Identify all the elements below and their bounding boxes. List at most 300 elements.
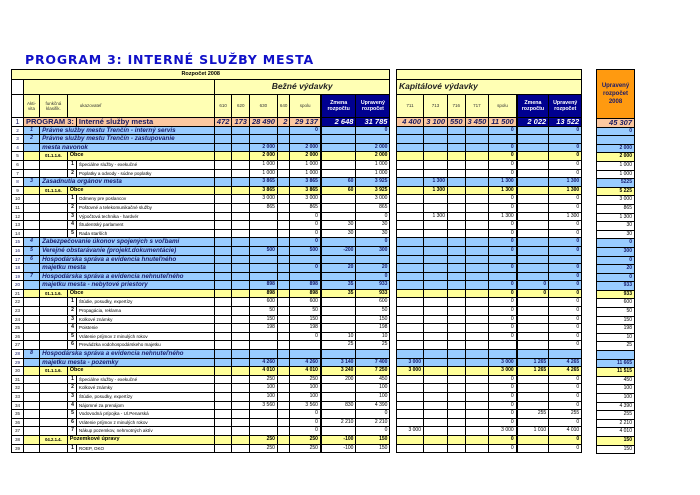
value-c610 <box>214 255 232 264</box>
item-name: Odmeny pre poslancov <box>76 195 214 204</box>
final-row <box>597 376 635 385</box>
row-number: 17 <box>12 255 24 264</box>
value-k711 <box>397 212 424 221</box>
final-row <box>597 256 635 265</box>
table-row <box>12 315 390 324</box>
final-row <box>597 187 635 196</box>
value-k717 <box>465 350 489 359</box>
table-row <box>12 367 390 376</box>
value-c620 <box>232 272 250 281</box>
value-c640 <box>277 324 290 333</box>
value-k717 <box>465 143 489 152</box>
value-k717 <box>465 264 489 273</box>
value-final-adjusted: 0 <box>597 273 635 282</box>
item-name: Štúdie, posudky, expertízy <box>76 298 214 307</box>
capital-row <box>397 307 582 316</box>
value-ks: 0 <box>489 229 517 238</box>
value-adjusted: 150 <box>356 444 390 453</box>
value-change: 35 <box>321 281 356 290</box>
table-row <box>12 135 390 144</box>
col-711: 711 <box>397 95 424 118</box>
value-c630: 100 <box>249 384 277 393</box>
value-k716 <box>448 289 466 298</box>
row-number: 11 <box>12 203 24 212</box>
capital-row <box>397 401 582 410</box>
value-c640 <box>277 384 290 393</box>
activity-name: Právne služby mestu Trenčín - interný servis <box>40 126 215 135</box>
value-c620 <box>232 341 250 350</box>
value-adjusted: 2 000 <box>356 152 390 161</box>
item-name: Poštovné a telekomunikačné služby <box>76 203 214 212</box>
value-k716 <box>448 246 466 255</box>
value-capital-change: 1 265 <box>517 367 549 376</box>
value-cs: 0 <box>290 410 321 419</box>
value-capital-adjusted: 0 <box>549 264 582 273</box>
value-ks: 0 <box>489 393 517 402</box>
value-k717 <box>465 427 489 436</box>
value-k713 <box>424 307 448 316</box>
value-capital-adjusted: 0 <box>549 298 582 307</box>
value-c620 <box>232 195 250 204</box>
value-capital-adjusted: 0 <box>549 126 582 135</box>
value-k713 <box>424 221 448 230</box>
item-name: Kolkové známky <box>76 315 214 324</box>
value-c640 <box>277 341 290 350</box>
item-number: 1 <box>67 195 76 204</box>
capital-row <box>397 152 582 161</box>
value-c610 <box>214 427 232 436</box>
value-k716 <box>448 418 466 427</box>
value-k716 <box>448 393 466 402</box>
col-capital-adjusted: Upravený rozpočet <box>549 95 582 118</box>
final-row <box>597 144 635 153</box>
value-c610 <box>214 444 232 453</box>
capital-row <box>397 315 582 324</box>
value-c610 <box>214 135 232 144</box>
value-capital-change: 1 265 <box>517 358 549 367</box>
value-c640 <box>277 135 290 144</box>
activity-name: Hospodárska správa a evidencia hnuteľného <box>40 255 215 264</box>
value-c630: 50 <box>249 307 277 316</box>
value-k716 <box>448 152 466 161</box>
value-k717 <box>465 307 489 316</box>
value-k711 <box>397 229 424 238</box>
value-k713 <box>424 332 448 341</box>
value-cs: 3 560 <box>290 401 321 410</box>
value-capital-change <box>517 212 549 221</box>
value-k717 <box>465 186 489 195</box>
value-k716 <box>448 332 466 341</box>
value-c640: 2 <box>277 118 290 127</box>
value-adjusted: 0 <box>356 410 390 419</box>
value-capital-adjusted: 13 522 <box>549 118 582 127</box>
item-name: Propagácia, reklama <box>76 307 214 316</box>
value-adjusted: 450 <box>356 375 390 384</box>
activity-name: mesta navonok <box>40 143 215 152</box>
value-k713 <box>424 289 448 298</box>
col-current-change: Zmena rozpočtu <box>321 95 356 118</box>
value-k716 <box>448 143 466 152</box>
value-capital-change <box>517 375 549 384</box>
item-name: Prevádzka vodohospodárskeho majetku <box>76 341 214 350</box>
value-final-adjusted: 0 <box>597 127 635 136</box>
activity-cell <box>24 444 40 453</box>
item-name: Vodovodná prípojka - Ul.Penarská <box>76 410 214 419</box>
value-final-adjusted: 50 <box>597 308 635 317</box>
value-ks <box>489 350 517 359</box>
value-c620 <box>232 238 250 247</box>
value-k716 <box>448 212 466 221</box>
value-final-adjusted <box>597 136 635 145</box>
value-c620 <box>232 229 250 238</box>
value-k711 <box>397 264 424 273</box>
value-k713 <box>424 384 448 393</box>
value-final-adjusted: 150 <box>597 316 635 325</box>
value-final-adjusted: 2 000 <box>597 144 635 153</box>
value-k716 <box>448 169 466 178</box>
item-name: ROEP, OKO <box>76 444 214 453</box>
value-cs: 3 865 <box>290 186 321 195</box>
func-class: 01.1.1.6. <box>40 289 68 298</box>
capital-row <box>397 298 582 307</box>
value-c610 <box>214 332 232 341</box>
value-k716 <box>448 178 466 187</box>
value-change <box>321 410 356 419</box>
row-number: 26 <box>12 332 24 341</box>
item-number: 6 <box>67 418 76 427</box>
value-k716 <box>448 410 466 419</box>
value-c620 <box>232 410 250 419</box>
row-number: 21 <box>12 289 24 298</box>
value-final-adjusted: 450 <box>597 376 635 385</box>
activity-number <box>24 264 40 273</box>
value-cs: 198 <box>290 324 321 333</box>
value-k717 <box>465 358 489 367</box>
value-c630: 150 <box>249 315 277 324</box>
item-name: Štúdie, posudky, expertízy <box>76 393 214 402</box>
value-ks: 0 <box>489 418 517 427</box>
value-k716 <box>448 358 466 367</box>
value-k713 <box>424 135 448 144</box>
value-k716 <box>448 264 466 273</box>
category-name: Obce <box>67 186 214 195</box>
value-c620 <box>232 393 250 402</box>
program-name: Interné služby mesta <box>76 118 214 127</box>
col-717: 717 <box>465 95 489 118</box>
value-k716 <box>448 186 466 195</box>
value-adjusted: 933 <box>356 289 390 298</box>
value-c610 <box>214 143 232 152</box>
value-ks: 0 <box>489 203 517 212</box>
value-k717 <box>465 401 489 410</box>
value-c610 <box>214 315 232 324</box>
item-number: 3 <box>67 212 76 221</box>
func-class <box>40 229 68 238</box>
func-class <box>40 315 68 324</box>
capital-row <box>397 435 582 444</box>
activity-number <box>24 143 40 152</box>
value-change <box>321 298 356 307</box>
value-c620 <box>232 298 250 307</box>
activity-name: majetku mesta - pozemky <box>40 358 215 367</box>
table-row <box>12 358 390 367</box>
value-cs: 1 000 <box>290 160 321 169</box>
value-change <box>321 393 356 402</box>
capital-row <box>397 384 582 393</box>
col-640: 640 <box>277 95 290 118</box>
item-name: Vrátenie príjmov z minulých rokov <box>76 418 214 427</box>
capital-row <box>397 178 582 187</box>
value-k717 <box>465 444 489 453</box>
value-capital-change <box>517 143 549 152</box>
value-cs: 500 <box>290 246 321 255</box>
value-k716 <box>448 427 466 436</box>
capital-row <box>397 118 582 127</box>
activity-cell <box>24 229 40 238</box>
value-capital-adjusted: 0 <box>549 315 582 324</box>
activity-cell <box>24 435 40 444</box>
value-ks: 0 <box>489 238 517 247</box>
value-capital-adjusted: 0 <box>549 281 582 290</box>
value-capital-adjusted <box>549 255 582 264</box>
value-adjusted: 20 <box>356 264 390 273</box>
col-current-adjusted: Upravený rozpočet <box>356 95 390 118</box>
value-c640 <box>277 264 290 273</box>
value-cs: 2 000 <box>290 143 321 152</box>
value-k713 <box>424 410 448 419</box>
value-k711 <box>397 375 424 384</box>
value-adjusted: 865 <box>356 203 390 212</box>
final-row <box>597 213 635 222</box>
activity-cell <box>24 289 40 298</box>
final-row <box>597 179 635 188</box>
value-adjusted: 600 <box>356 298 390 307</box>
activity-cell <box>24 152 40 161</box>
value-c640 <box>277 152 290 161</box>
value-capital-adjusted: 1 300 <box>549 212 582 221</box>
value-final-adjusted: 255 <box>597 411 635 420</box>
value-k716 <box>448 126 466 135</box>
value-k711 <box>397 307 424 316</box>
activity-cell <box>24 367 40 376</box>
value-capital-change <box>517 169 549 178</box>
value-ks: 1 300 <box>489 186 517 195</box>
value-change <box>321 324 356 333</box>
value-cs: 50 <box>290 307 321 316</box>
final-row <box>597 411 635 420</box>
value-k717 <box>465 238 489 247</box>
value-final-adjusted: 600 <box>597 299 635 308</box>
value-k717 <box>465 324 489 333</box>
value-cs: 0 <box>290 126 321 135</box>
value-change: 3 240 <box>321 367 356 376</box>
value-k711 <box>397 393 424 402</box>
value-k717 <box>465 367 489 376</box>
value-c630 <box>249 332 277 341</box>
value-c640 <box>277 393 290 402</box>
value-c640 <box>277 418 290 427</box>
activity-cell <box>24 401 40 410</box>
activity-cell <box>24 186 40 195</box>
item-name: Študentský parlament <box>76 221 214 230</box>
value-final-adjusted: 4 010 <box>597 428 635 437</box>
value-capital-change <box>517 393 549 402</box>
value-c630: 3 865 <box>249 178 277 187</box>
func-class <box>40 332 68 341</box>
value-k717 <box>465 135 489 144</box>
capital-row <box>397 186 582 195</box>
value-c640 <box>277 186 290 195</box>
value-c610 <box>214 126 232 135</box>
value-k713 <box>424 444 448 453</box>
value-adjusted: 0 <box>356 238 390 247</box>
item-name: Rada starších <box>76 229 214 238</box>
final-row <box>597 239 635 248</box>
value-c640 <box>277 298 290 307</box>
value-c620 <box>232 264 250 273</box>
value-c640 <box>277 315 290 324</box>
table-row <box>12 186 390 195</box>
final-row <box>597 325 635 334</box>
value-adjusted: 150 <box>356 315 390 324</box>
value-c610 <box>214 341 232 350</box>
value-k717 <box>465 393 489 402</box>
value-change <box>321 169 356 178</box>
value-adjusted <box>356 255 390 264</box>
value-change <box>321 143 356 152</box>
value-c630 <box>249 350 277 359</box>
value-k716 <box>448 203 466 212</box>
value-capital-change <box>517 298 549 307</box>
value-c620 <box>232 203 250 212</box>
capital-row <box>397 135 582 144</box>
value-cs: 0 <box>290 264 321 273</box>
item-number: 5 <box>67 229 76 238</box>
capital-row <box>397 332 582 341</box>
value-c630: 600 <box>249 298 277 307</box>
func-class: 04.2.1.4. <box>40 435 68 444</box>
table-row <box>12 118 390 127</box>
capital-row <box>397 255 582 264</box>
value-c610 <box>214 169 232 178</box>
value-k717 <box>465 315 489 324</box>
value-c610 <box>214 186 232 195</box>
value-k711: 3 000 <box>397 367 424 376</box>
capital-row <box>397 246 582 255</box>
value-c630 <box>249 126 277 135</box>
value-change <box>321 427 356 436</box>
value-c640 <box>277 375 290 384</box>
activity-name: majetku mesta <box>40 264 215 273</box>
value-capital-adjusted: 0 <box>549 152 582 161</box>
value-change: 10 <box>321 332 356 341</box>
item-number: 5 <box>67 332 76 341</box>
value-adjusted <box>356 135 390 144</box>
value-k711 <box>397 160 424 169</box>
table-row <box>12 160 390 169</box>
value-ks: 0 <box>489 298 517 307</box>
value-adjusted: 31 785 <box>356 118 390 127</box>
final-row <box>597 385 635 394</box>
row-number: 20 <box>12 281 24 290</box>
col-capital-change: Zmena rozpočtu <box>517 95 549 118</box>
capital-row <box>397 393 582 402</box>
value-adjusted: 25 <box>356 341 390 350</box>
activity-cell <box>24 341 40 350</box>
value-cs: 3 865 <box>290 178 321 187</box>
value-ks: 0 <box>489 126 517 135</box>
value-ks: 0 <box>489 160 517 169</box>
value-c620 <box>232 281 250 290</box>
final-row <box>597 351 635 360</box>
value-c620 <box>232 307 250 316</box>
final-row <box>597 196 635 205</box>
value-final-adjusted: 25 <box>597 342 635 351</box>
value-c630 <box>249 212 277 221</box>
value-k716 <box>448 229 466 238</box>
table-row <box>12 410 390 419</box>
value-c640 <box>277 427 290 436</box>
item-name: Špeciálne služby - exekučné <box>76 375 214 384</box>
row-number: 28 <box>12 350 24 359</box>
value-adjusted: 3 925 <box>356 186 390 195</box>
table-row <box>12 229 390 238</box>
row-number: 5 <box>12 152 24 161</box>
row-number: 18 <box>12 264 24 273</box>
value-k717 <box>465 152 489 161</box>
value-final-adjusted: 1 000 <box>597 161 635 170</box>
value-cs: 898 <box>290 289 321 298</box>
activity-cell <box>24 427 40 436</box>
final-row <box>597 445 635 454</box>
value-k716 <box>448 307 466 316</box>
value-c640 <box>277 169 290 178</box>
value-change: 30 <box>321 229 356 238</box>
value-k713: 1 300 <box>424 186 448 195</box>
final-row <box>597 247 635 256</box>
value-k713 <box>424 350 448 359</box>
value-k713 <box>424 401 448 410</box>
value-c630: 100 <box>249 393 277 402</box>
value-c620 <box>232 178 250 187</box>
final-row <box>597 282 635 291</box>
value-c620 <box>232 358 250 367</box>
table-row <box>12 203 390 212</box>
item-number: 3 <box>67 393 76 402</box>
item-name: Výpočtová technika - hardvér <box>76 212 214 221</box>
value-final-adjusted: 5 225 <box>597 187 635 196</box>
value-change <box>321 203 356 212</box>
value-final-adjusted: 0 <box>597 239 635 248</box>
value-cs: 0 <box>290 418 321 427</box>
value-k716 <box>448 367 466 376</box>
value-adjusted: 3 000 <box>356 195 390 204</box>
value-capital-adjusted: 0 <box>549 401 582 410</box>
value-capital-adjusted: 0 <box>549 332 582 341</box>
value-capital-adjusted: 0 <box>549 341 582 350</box>
value-change: 25 <box>321 341 356 350</box>
row-number: 32 <box>12 384 24 393</box>
value-c640 <box>277 246 290 255</box>
value-cs <box>290 255 321 264</box>
value-k716 <box>448 272 466 281</box>
activity-cell <box>24 307 40 316</box>
value-capital-change <box>517 332 549 341</box>
activity-cell <box>24 418 40 427</box>
category-name: Obce <box>67 152 214 161</box>
value-k716 <box>448 435 466 444</box>
value-k717 <box>465 272 489 281</box>
